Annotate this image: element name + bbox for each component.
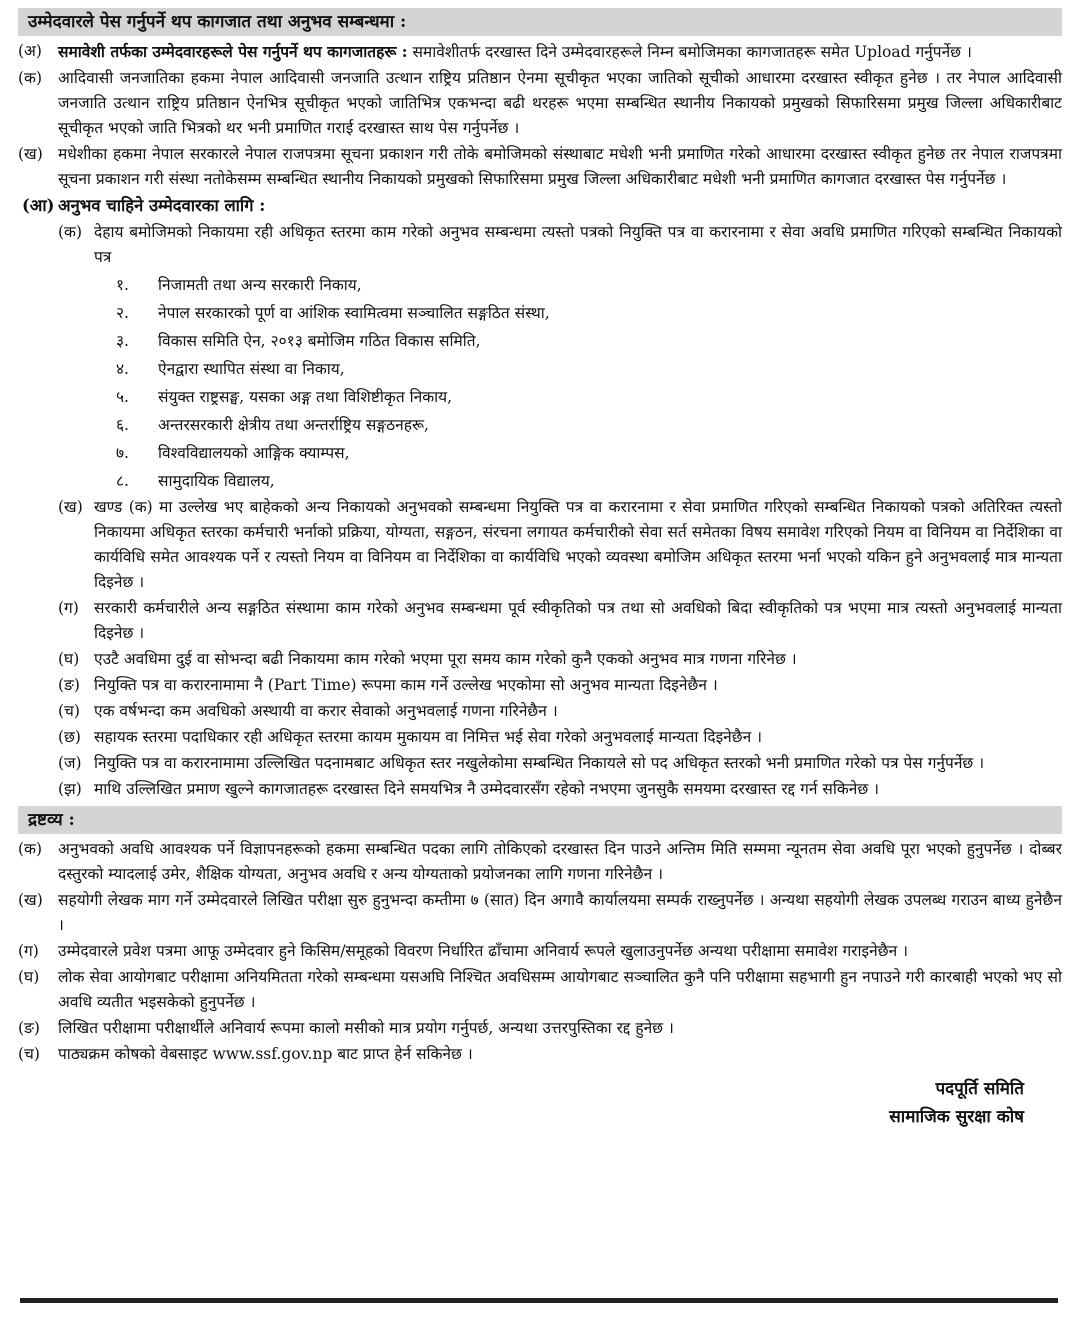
- list-item-text: संयुक्त राष्ट्रसङ्घ, यसका अङ्ग तथा विशिष्टीकृत निकाय,: [158, 388, 453, 406]
- clause-label: (झ): [58, 780, 82, 798]
- clause-text: एउटै अवधिमा दुई वा सोभन्दा बढी निकायमा काम गरेको भएमा पूरा समय काम गरेको कुनै एकको अनुभव मात्र गणना गरिनेछ ।: [94, 650, 797, 668]
- experience-clause: [58, 647, 1062, 672]
- clause-label: (छ): [58, 728, 81, 746]
- clause-a: [18, 39, 1062, 65]
- list-item: [116, 467, 1062, 495]
- experience-clause: [58, 751, 1062, 776]
- clause-lead: समावेशी तर्फका उम्मेदवारहरूले पेस गर्नुपर्ने थप कागजातहरू :: [58, 42, 408, 61]
- note-clause: [18, 888, 1062, 938]
- note-clause: [18, 1016, 1062, 1041]
- clause-label: (ग): [58, 599, 79, 617]
- list-item-number: २.: [116, 304, 129, 322]
- clause-aa-ka: [58, 220, 1062, 270]
- clause-text: मधेशीका हकमा नेपाल सरकारले नेपाल राजपत्रमा सूचना प्रकाशन गरी तोके बमोजिमको संस्थाबाट मधेशी भनी प्रमाणित गरेको आधारमा दरखास्त स्वीकृत हुनेछ तर नेपाल राजपत्रमा सूचना प्रकाशन गरी संस्था नतोकेसम्म सम्बन्धित स्थानीय निकायको प्रमुखको सिफारिसमा प्रमुख जिल्ला अधिकारीबाट मधेशी भनी प्रमाणित कागजात दरखास्त पेस गर्नुपर्नेछ ।: [58, 145, 1062, 188]
- clause-text: नियुक्ति पत्र वा करारनामामा नै (Part Time) रूपमा काम गर्ने उल्लेख भएकोमा सो अनुभव मान्यता दिइनेछैन ।: [94, 676, 718, 694]
- clause-text: खण्ड (क) मा उल्लेख भए बाहेकको अन्य निकायको अनुभवको सम्बन्धमा नियुक्ति पत्र वा करारनामा र सेवा प्रमाणित गरिएको सम्बन्धित निकायको पत्रको अतिरिक्त त्यस्तो निकायमा अधिकृत स्तरका कर्मचारी भर्नाको प्रक्रिया, योग्यता, सङ्गठन, संरचना लगायत कर्मचारीको सेवा सर्त समेतका विषय समावेश गरिएको नियम वा विनियम वा निर्देशिका वा कार्यविधि समेत आवश्यक पर्ने र त्यस्तो नियम वा विनियम वा निर्देशिका वा कार्यविधि भएको व्यवस्था बमोजिम अधिकृत स्तरमा भर्ना भएको यकिन हुने अनुभवलाई मात्र मान्यता दिइनेछ ।: [94, 498, 1062, 591]
- list-item-number: ४.: [116, 360, 129, 378]
- list-item-number: ३.: [116, 332, 129, 350]
- list-item: [116, 271, 1062, 299]
- experience-clause: [58, 699, 1062, 724]
- clause-label: (क): [58, 223, 82, 241]
- clause-aa-heading: [18, 193, 1062, 219]
- experience-clauses: [18, 495, 1062, 802]
- list-item: [116, 383, 1062, 411]
- clause-label: (च): [18, 1045, 40, 1063]
- notes-list: [18, 837, 1062, 1067]
- clause-label: (ङ): [18, 1019, 40, 1037]
- clause-text: लोक सेवा आयोगबाट परीक्षामा अनियमितता गरेको सम्बन्धमा यसअघि निश्चित अवधिसम्म आयोगबाट सञ्चालित कुनै पनि परीक्षामा सहभागी हुन नपाउने गरी कारबाही भएको भए सो अवधि व्यतीत भइसकेको हुनुपर्नेछ ।: [58, 968, 1062, 1011]
- clause-label: (च): [58, 702, 80, 720]
- experience-clause: [58, 673, 1062, 698]
- clause-label: (घ): [18, 968, 40, 986]
- institution-list: [18, 271, 1062, 495]
- list-item: [116, 411, 1062, 439]
- clause-text: सहयोगी लेखक माग गर्ने उम्मेदवारले लिखित परीक्षा सुरु हुनुभन्दा कम्तीमा ७ (सात) दिन अगावै कार्यालयमा सम्पर्क राख्नुपर्नेछ । अन्यथा सहयोगी लेखक उपलब्ध गराउन बाध्य हुनेछैन ।: [58, 891, 1062, 934]
- list-item-number: ८.: [116, 472, 129, 490]
- clause-text: समावेशीतर्फ दरखास्त दिने उम्मेदवारहरूले निम्न बमोजिमका कागजातहरू समेत Upload गर्नुपर्नेछ ।: [412, 43, 972, 61]
- clause-text: आदिवासी जनजातिका हकमा नेपाल आदिवासी जनजाति उत्थान राष्ट्रिय प्रतिष्ठान ऐनमा सूचीकृत भएका जातिको सूचीको आधारमा दरखास्त स्वीकृत हुनेछ । तर नेपाल आदिवासी जनजाति उत्थान राष्ट्रिय प्रतिष्ठान ऐनभित्र सूचीकृत भएको जातिभित्र एकभन्दा बढी थरहरू भएमा सम्बन्धित स्थानीय निकायको प्रमुखको सिफारिसमा प्रमुख जिल्ला अधिकारीबाट सूचीकृत भएको जाति भित्रको थर भनी प्रमाणित गराई दरखास्त साथ पेस गर्नुपर्नेछ ।: [58, 69, 1062, 137]
- clause-text: अनुभवको अवधि आवश्यक पर्ने विज्ञापनहरूको हकमा सम्बन्धित पदका लागि तोकिएको दरखास्त दिन पाउने अन्तिम मिति सम्ममा न्यूनतम सेवा अवधि पूरा भएको हुनुपर्नेछ । दोब्बर दस्तुरको म्यादलाई उमेर, शैक्षिक योग्यता, अनुभव अवधि र अन्य योग्यताको प्रयोजनका लागि गणना गरिनेछैन ।: [58, 840, 1062, 883]
- list-item-number: १.: [116, 276, 129, 294]
- signature-committee: पदपूर्ति समिति: [935, 1079, 1024, 1099]
- clause-text: उम्मेदवारले प्रवेश पत्रमा आफू उम्मेदवार हुने किसिम/समूहको विवरण निर्धारित ढाँचामा अनिवार्य रूपले खुलाउनुपर्नेछ अन्यथा परीक्षामा समावेश गराइनेछैन ।: [58, 942, 909, 960]
- list-item-text: ऐनद्वारा स्थापित संस्था वा निकाय,: [158, 360, 345, 378]
- list-item: [116, 355, 1062, 383]
- clause-label: (ङ): [58, 676, 80, 694]
- cut-off-top-line: [18, 0, 1062, 8]
- clause-text: माथि उल्लिखित प्रमाण खुल्ने कागजातहरू दरखास्त दिने समयभित्र नै उम्मेदवारसँग रहेको नभएमा जुनसुकै समयमा दरखास्त रद्द गर्न सकिनेछ ।: [94, 780, 880, 798]
- experience-clause: [58, 596, 1062, 646]
- experience-clause: [58, 725, 1062, 750]
- clause-label: (आ): [22, 196, 55, 215]
- experience-clause: [58, 495, 1062, 595]
- list-item: [116, 327, 1062, 355]
- list-item-number: ७.: [116, 444, 129, 462]
- clause-text: देहाय बमोजिमको निकायमा रही अधिकृत स्तरमा काम गरेको अनुभव सम्बन्धमा त्यस्तो पत्रको नियुक्ति पत्र वा करारनामा र सेवा अवधि प्रमाणित गरिएको सम्बन्धित निकायको पत्र: [94, 223, 1062, 266]
- clause-label: (ग): [18, 942, 39, 960]
- note-clause: [18, 837, 1062, 887]
- clause-text: पाठ्यक्रम कोषको वेबसाइट www.ssf.gov.np बाट प्राप्त हेर्न सकिनेछ ।: [58, 1045, 473, 1063]
- bottom-rule: [20, 1298, 1058, 1303]
- list-item-text: निजामती तथा अन्य सरकारी निकाय,: [158, 276, 362, 294]
- clause-label: (क): [18, 840, 42, 858]
- clause-label: (घ): [58, 650, 80, 668]
- list-item-number: ५.: [116, 388, 129, 406]
- clause-a-ka: [18, 66, 1062, 141]
- note-clause: [18, 939, 1062, 964]
- section-title-documents: उम्मेदवारले पेस गर्नुपर्ने थप कागजात तथा अनुभव सम्बन्धमा :: [18, 8, 1062, 36]
- clause-label: (अ): [18, 42, 42, 60]
- note-clause: [18, 965, 1062, 1015]
- list-item-text: नेपाल सरकारको पूर्ण वा आंशिक स्वामित्वमा सञ्चालित सङ्गठित संस्था,: [158, 304, 550, 322]
- list-item-text: विश्वविद्यालयको आङ्गिक क्याम्पस,: [158, 444, 350, 462]
- clause-label: (ख): [18, 891, 43, 909]
- list-item-number: ६.: [116, 416, 129, 434]
- clause-text: एक वर्षभन्दा कम अवधिको अस्थायी वा करार सेवाको अनुभवलाई गणना गरिनेछैन ।: [94, 702, 558, 720]
- list-item: [116, 299, 1062, 327]
- clause-label: (ख): [58, 498, 83, 516]
- list-item-text: अन्तरसरकारी क्षेत्रीय तथा अन्तर्राष्ट्रिय सङ्गठनहरू,: [158, 416, 429, 434]
- list-item-text: सामुदायिक विद्यालय,: [158, 472, 275, 490]
- note-clause: [18, 1042, 1062, 1067]
- list-item: [116, 439, 1062, 467]
- signature-block: [18, 1075, 1062, 1131]
- clause-label: (ख): [18, 145, 43, 163]
- clause-text: लिखित परीक्षामा परीक्षार्थीले अनिवार्य रूपमा कालो मसीको मात्र प्रयोग गर्नुपर्छ, अन्यथा उत्तरपुस्तिका रद्द हुनेछ ।: [58, 1019, 674, 1037]
- clause-text: नियुक्ति पत्र वा करारनामामा उल्लिखित पदनामबाट अधिकृत स्तर नखुलेकोमा सम्बन्धित निकायले सो पद अधिकृत स्तरको भनी प्रमाणित गरेको पत्र पेस गर्नुपर्नेछ ।: [94, 754, 985, 772]
- clause-lead: अनुभव चाहिने उम्मेदवारका लागि :: [58, 196, 266, 215]
- signature-organization: सामाजिक सुरक्षा कोष: [889, 1107, 1024, 1127]
- list-item-text: विकास समिति ऐन, २०१३ बमोजिम गठित विकास समिति,: [158, 332, 481, 350]
- clause-text: सहायक स्तरमा पदाधिकार रही अधिकृत स्तरमा कायम मुकायम वा निमित्त भई सेवा गरेको अनुभवलाई मान्यता दिइनेछैन ।: [94, 728, 763, 746]
- clause-a-kha: [18, 142, 1062, 192]
- clause-label: (ज): [58, 754, 82, 772]
- experience-clause: [58, 777, 1062, 802]
- clause-text: सरकारी कर्मचारीले अन्य सङ्गठित संस्थामा काम गरेको अनुभव सम्बन्धमा पूर्व स्वीकृतिको पत्र तथा सो अवधिको बिदा स्वीकृतिको पत्र भएमा मात्र त्यस्तो अनुभवलाई मान्यता दिइनेछ ।: [94, 599, 1062, 642]
- section-title-notes: द्रष्टव्य :: [18, 806, 1062, 834]
- clause-label: (क): [18, 69, 42, 87]
